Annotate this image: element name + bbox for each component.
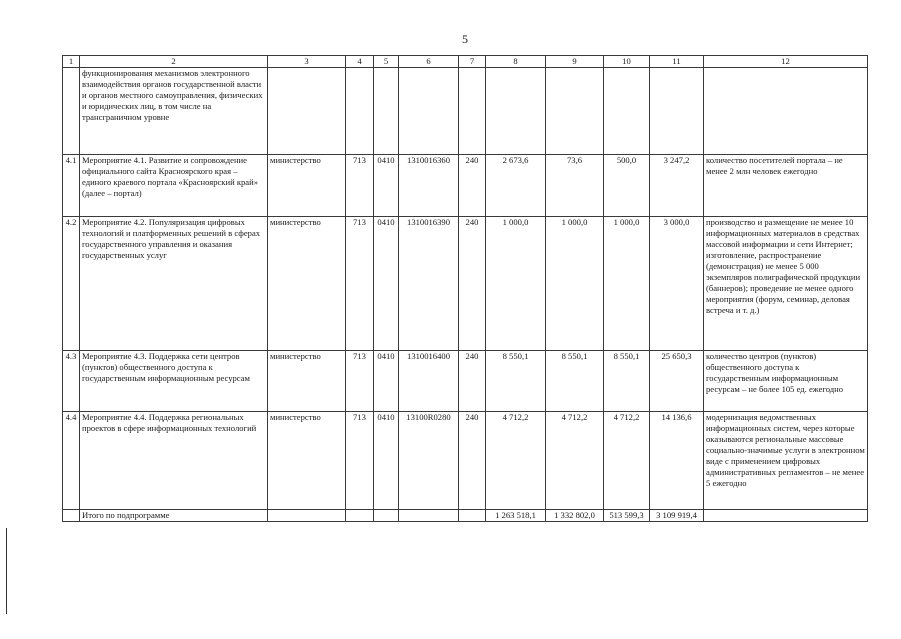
target-article-code	[399, 68, 459, 155]
total-amount: 3 247,2	[650, 155, 704, 217]
measure-name: Мероприятие 4.1. Развитие и сопровождение официального сайта Красноярского края – единого краевого портала «Красноярский край» (далее – портал)	[80, 155, 268, 217]
grbs-code: 713	[346, 155, 374, 217]
responsible-org: министерство	[268, 412, 346, 510]
responsible-org: министерство	[268, 217, 346, 351]
column-number: 12	[704, 56, 868, 68]
column-number: 4	[346, 56, 374, 68]
total-amount: 25 650,3	[650, 351, 704, 412]
year3-amount: 8 550,1	[604, 351, 650, 412]
total-sum-amount: 3 109 919,4	[650, 510, 704, 522]
program-table	[62, 55, 868, 522]
table-row	[63, 351, 868, 412]
responsible-org: министерство	[268, 351, 346, 412]
expense-type-code: 240	[459, 412, 486, 510]
column-number: 9	[546, 56, 604, 68]
year1-amount: 4 712,2	[486, 412, 546, 510]
expected-result: модернизация ведомственных информационных систем, через которые оказываются региональные массовые социально-значимые услуги в электронном виде с применением цифровых административных регламентов – не менее 5 ежегодно	[704, 412, 868, 510]
target-article-code: 13100R0280	[399, 412, 459, 510]
column-number: 7	[459, 56, 486, 68]
responsible-org	[268, 68, 346, 155]
column-number: 5	[374, 56, 399, 68]
column-number: 3	[268, 56, 346, 68]
row-number: 4.2	[63, 217, 80, 351]
measure-name: Мероприятие 4.2. Популяризация цифровых технологий и платформенных решений в сферах государственного управления и оказания государственных услуг	[80, 217, 268, 351]
expected-result: количество центров (пунктов) общественного доступа к государственным информационным ресурсам – не более 105 ед. ежегодно	[704, 351, 868, 412]
column-number: 2	[80, 56, 268, 68]
expense-type-code: 240	[459, 351, 486, 412]
binding-margin-line	[6, 528, 7, 614]
measure-name: функционирования механизмов электронного взаимодействия органов государственной власти и органов местного самоуправления, физических и юридических лиц, в том числе на трансграничном уровне	[80, 68, 268, 155]
table-row	[63, 217, 868, 351]
year3-amount: 4 712,2	[604, 412, 650, 510]
section-code: 0410	[374, 155, 399, 217]
total-year2-amount: 1 332 802,0	[546, 510, 604, 522]
section-code: 0410	[374, 412, 399, 510]
responsible-org: министерство	[268, 155, 346, 217]
row-number: 4.1	[63, 155, 80, 217]
column-number: 6	[399, 56, 459, 68]
expense-type-code: 240	[459, 155, 486, 217]
year1-amount: 2 673,6	[486, 155, 546, 217]
year2-amount: 1 000,0	[546, 217, 604, 351]
total-year1-amount: 1 263 518,1	[486, 510, 546, 522]
total-amount: 14 136,6	[650, 412, 704, 510]
total-amount	[650, 68, 704, 155]
target-article-code: 1310016390	[399, 217, 459, 351]
row-number: 4.4	[63, 412, 80, 510]
year3-amount: 1 000,0	[604, 217, 650, 351]
table-row	[63, 155, 868, 217]
expected-result: количество посетителей портала – не менее 2 млн человек ежегодно	[704, 155, 868, 217]
column-number: 10	[604, 56, 650, 68]
expense-type-code	[459, 68, 486, 155]
year1-amount	[486, 68, 546, 155]
year3-amount	[604, 68, 650, 155]
target-article-code: 1310016400	[399, 351, 459, 412]
year2-amount: 73,6	[546, 155, 604, 217]
grbs-code: 713	[346, 217, 374, 351]
section-code: 0410	[374, 217, 399, 351]
total-year3-amount: 513 599,3	[604, 510, 650, 522]
year2-amount: 4 712,2	[546, 412, 604, 510]
year3-amount: 500,0	[604, 155, 650, 217]
column-number: 11	[650, 56, 704, 68]
table-row	[63, 412, 868, 510]
row-number	[63, 68, 80, 155]
year2-amount	[546, 68, 604, 155]
table-row	[63, 68, 868, 155]
page-number: 5	[462, 32, 468, 46]
section-code	[374, 68, 399, 155]
grbs-code	[346, 68, 374, 155]
measure-name: Мероприятие 4.4. Поддержка региональных проектов в сфере информационных технологий	[80, 412, 268, 510]
column-number: 1	[63, 56, 80, 68]
year1-amount: 1 000,0	[486, 217, 546, 351]
column-number: 8	[486, 56, 546, 68]
total-amount: 3 000,0	[650, 217, 704, 351]
grbs-code: 713	[346, 351, 374, 412]
measure-name: Мероприятие 4.3. Поддержка сети центров (пунктов) общественного доступа к государственным информационным ресурсам	[80, 351, 268, 412]
total-label: Итого по подпрограмме	[80, 510, 268, 522]
year1-amount: 8 550,1	[486, 351, 546, 412]
target-article-code: 1310016360	[399, 155, 459, 217]
total-row	[63, 510, 868, 522]
section-code: 0410	[374, 351, 399, 412]
expense-type-code: 240	[459, 217, 486, 351]
row-number: 4.3	[63, 351, 80, 412]
column-numbers-row	[63, 56, 868, 68]
expected-result	[704, 68, 868, 155]
year2-amount: 8 550,1	[546, 351, 604, 412]
expected-result: производство и размещение не менее 10 информационных материалов в средствах массовой информации и сети Интернет; изготовление, распространение (демонстрация) не менее 5 000 экземпляров полиграфической продукции (баннеров); проведение не менее одного мероприятия (форум, семинар, деловая встреча и т. д.)	[704, 217, 868, 351]
grbs-code: 713	[346, 412, 374, 510]
